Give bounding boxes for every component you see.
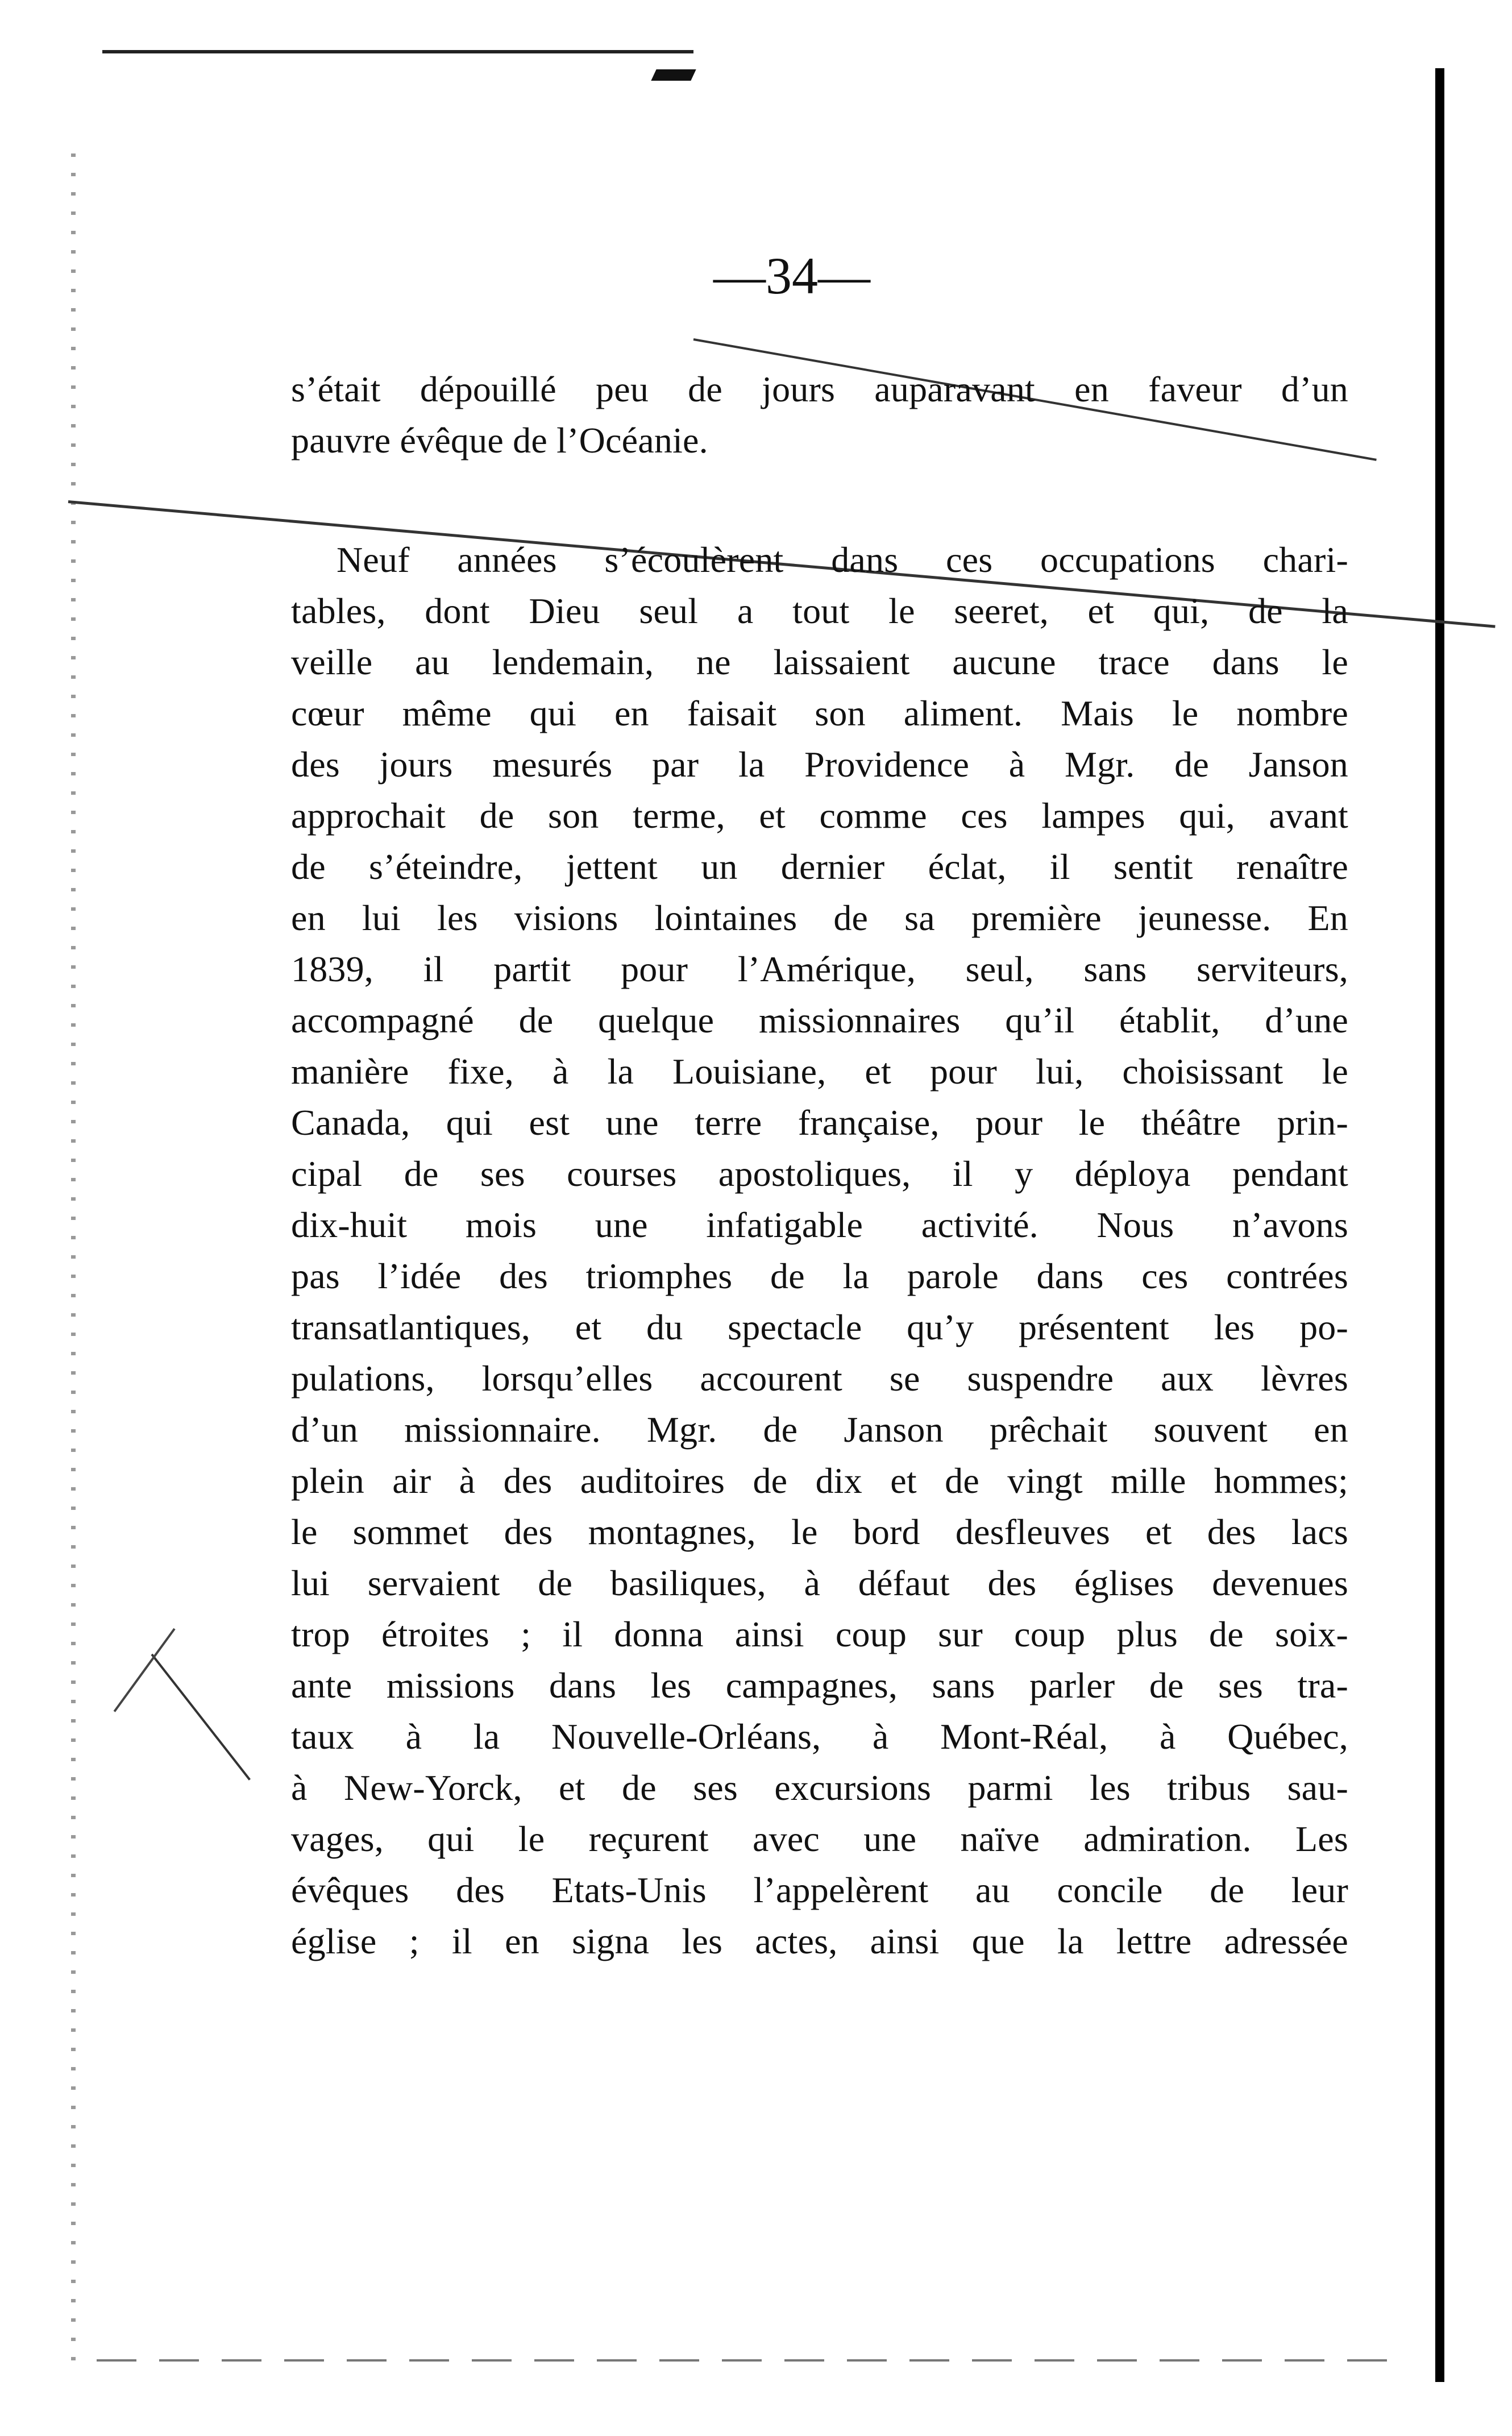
- bottom-rule: [97, 2359, 1387, 2362]
- left-scan-slash: [151, 1654, 251, 1781]
- top-rule: [102, 50, 693, 53]
- paragraph-line: pulations, lorsqu’elles accourent se suspendre aux lèvres: [291, 1358, 1348, 1398]
- paragraph-line: trop étroites ; il donna ainsi coup sur coup plus de soix-: [291, 1614, 1348, 1654]
- paragraph-gap: [291, 466, 1348, 534]
- paragraph-line: s’était dépouillé peu de jours auparavant en faveur d’un: [291, 369, 1348, 409]
- paragraph-line: de s’éteindre, jettent un dernier éclat, il sentit renaître: [291, 846, 1348, 887]
- page-number: —34—: [713, 247, 870, 305]
- paragraph-line: accompagné de quelque missionnaires qu’il établit, d’une: [291, 1000, 1348, 1040]
- paragraph-line: pas l’idée des triomphes de la parole dans ces contrées: [291, 1256, 1348, 1296]
- left-scan-slash-secondary: [114, 1628, 176, 1712]
- paragraph-line: lui servaient de basiliques, à défaut des églises devenues: [291, 1563, 1348, 1603]
- paragraph-line: manière fixe, à la Louisiane, et pour lui, choisissant le: [291, 1051, 1348, 1092]
- paragraph-line: à New-Yorck, et de ses excursions parmi les tribus sau-: [291, 1767, 1348, 1808]
- paragraph-line: église ; il en signa les actes, ainsi que la lettre adressée: [291, 1921, 1348, 1961]
- paragraph-line: Canada, qui est une terre française, pour le théâtre prin-: [291, 1102, 1348, 1143]
- paragraph-line: taux à la Nouvelle-Orléans, à Mont-Réal, à Québec,: [291, 1716, 1348, 1757]
- paragraph-line: ante missions dans les campagnes, sans parler de ses tra-: [291, 1665, 1348, 1705]
- right-binding-rule: [1435, 68, 1444, 2382]
- paragraph-line: cipal de ses courses apostoliques, il y déploya pendant: [291, 1153, 1348, 1194]
- top-mark: [651, 69, 696, 81]
- paragraph-line: en lui les visions lointaines de sa première jeunesse. En: [291, 898, 1348, 938]
- paragraph-line: transatlantiques, et du spectacle qu’y présentent les po-: [291, 1307, 1348, 1347]
- paragraph-line: 1839, il partit pour l’Amérique, seul, sans serviteurs,: [291, 949, 1348, 989]
- left-scan-marks: [71, 153, 76, 2371]
- paragraph-line: Neuf années s’écoulèrent dans ces occupations chari-: [337, 540, 1348, 580]
- body-text: [291, 364, 1348, 1967]
- paragraph-line: vages, qui le reçurent avec une naïve admiration. Les: [291, 1819, 1348, 1859]
- paragraph-line: cœur même qui en faisait son aliment. Mais le nombre: [291, 693, 1348, 733]
- paragraph-line: pauvre évêque de l’Océanie.: [291, 420, 708, 460]
- paragraph-line: approchait de son terme, et comme ces lampes qui, avant: [291, 795, 1348, 836]
- paragraph-line: le sommet des montagnes, le bord desfleuves et des lacs: [291, 1512, 1348, 1552]
- paragraph-line: plein air à des auditoires de dix et de vingt mille hommes;: [291, 1460, 1348, 1501]
- paragraph-line: veille au lendemain, ne laissaient aucune trace dans le: [291, 642, 1348, 682]
- paragraph-line: évêques des Etats-Unis l’appelèrent au concile de leur: [291, 1870, 1348, 1910]
- paragraph-line: des jours mesurés par la Providence à Mgr. de Janson: [291, 744, 1348, 785]
- paragraph-line: d’un missionnaire. Mgr. de Janson prêchait souvent en: [291, 1409, 1348, 1450]
- paragraph-line: dix-huit mois une infatigable activité. Nous n’avons: [291, 1205, 1348, 1245]
- paragraph-line: tables, dont Dieu seul a tout le seeret, et qui, de la: [291, 591, 1348, 631]
